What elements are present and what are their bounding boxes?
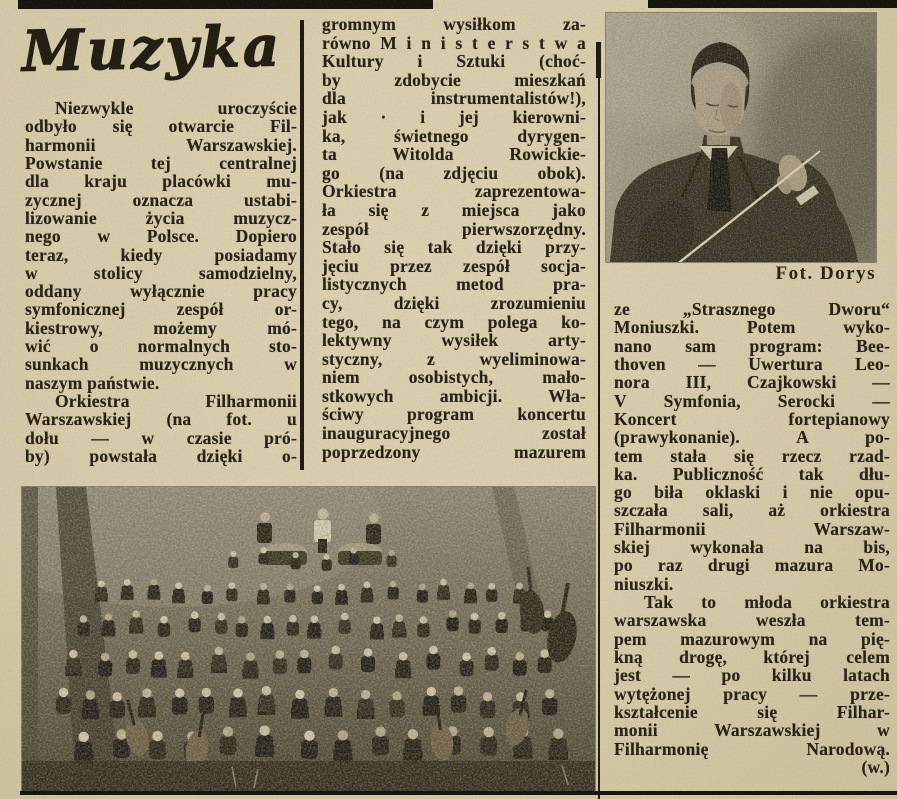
text-line: Warszawskiej (na fot. u [25,409,297,430]
text-line: sunkach muzycznych w [25,354,297,375]
text-line: ka, świetnego dyrygen- [322,125,586,146]
text-line: naszym państwie. [25,372,160,393]
text-line: jest — po kilku latach [614,665,890,686]
column-divider-2 [598,74,600,799]
text-line: Tak to młoda orkiestra [644,592,890,612]
top-edge-rule-left [18,0,433,9]
text-line: Orkiestra Filharmonii [55,391,297,411]
text-line: Filharmonii Warszaw- [614,518,890,539]
text-line: po raz drugi mazura Mo- [614,555,890,576]
text-line: ta Witolda Rowickie- [322,144,586,165]
text-line: nano sam program: Bee- [614,335,890,356]
conductor-photo-art [606,13,876,262]
bottom-edge-rule [20,791,897,795]
text-line: Powstanie tej centralnej [25,152,297,173]
text-column-1 [25,99,297,465]
text-line: Orkiestra zaprezentowa- [322,181,586,202]
text-line: Stało się tak dzięki przy- [322,237,586,258]
text-line: jak · i jej kierowni- [322,106,586,127]
text-line: Moniuszki. Potem wyko- [614,317,890,338]
text-line: tem stała się rzecz rzad- [614,445,890,466]
text-line: lizowanie życia muzycz- [25,207,297,228]
conductor-photo [606,13,876,262]
text-line: niem osobistych, mało- [322,367,586,388]
text-line: gromnym wysiłkom za- [322,14,586,34]
text-line: odbyło się otwarcie Fil- [25,116,297,137]
text-line: ka. Publiczność tak dłu- [614,463,890,484]
text-line: V Symfonia, Serocki — [614,390,890,411]
text-line: dla kraju placówki mu- [25,171,297,192]
text-line: symfonicznej zespół or- [25,299,297,320]
text-line: lektywny wysiłek arty- [322,330,586,351]
text-line: skiej wykonała na bis, [614,537,890,558]
text-line: inauguracyjnego został [322,423,586,444]
text-line: równo M i n i s t e r s t w a [322,32,586,53]
text-line: go biła oklaski i nie opu- [614,482,890,503]
text-column-3 [614,300,890,776]
text-line: teraz, kiedy posiadamy [25,244,297,265]
text-line: w stolicy samodzielny, [25,262,297,283]
text-line: wić o normalnych sto- [25,336,297,357]
text-line: ściwy program koncertu [322,404,586,425]
column-divider-1 [300,20,304,470]
text-column-2 [322,15,586,461]
text-line: jęciu przez zespół socja- [322,255,586,276]
text-line: oddany wyłącznie pracy [25,281,297,302]
text-line: Filharmonię Narodową. [614,738,890,759]
text-line: go (na zdjęciu obok). [322,162,586,183]
text-line: tego, na czym polega ko- [322,311,586,332]
text-line: ła się z miejsca jako [322,199,586,220]
column-divider-2-head [596,42,601,78]
text-line: kiestrowy, możemy mó- [25,317,297,338]
text-line: harmonii Warszawskiej. [25,134,297,155]
text-line: dla instrumentalistów!), [322,88,586,109]
text-line: warszawska weszła tem- [614,610,890,631]
text-line: zespół pierwszorzędny. [322,218,586,239]
text-line: (w.) [861,756,890,777]
text-line: nego w Polsce. Dopiero [25,226,297,247]
text-line: listycznych metod pra- [322,274,586,295]
text-line: by) powstała dzięki o- [25,445,297,466]
photo-caption: Fot. Dorys [775,263,876,284]
orchestra-photo [22,487,595,792]
article-title: Muzyka [21,13,283,85]
text-line: styczny, z wyeliminowa- [322,348,586,369]
text-line: wytężonej pracy — prze- [614,683,890,704]
orchestra-photo-art [22,487,595,792]
text-line: Niezwykle uroczyście [55,98,297,118]
text-line: dołu — w czasie pró- [25,427,297,448]
text-line: stkowych ambicji. Wła- [322,385,586,406]
text-line: kną drogę, której celem [614,646,890,667]
top-edge-rule-right [648,0,897,8]
text-line: monii Warszawskiej w [614,720,890,741]
text-line: niuszki. [614,573,674,594]
text-line: nora III, Czajkowski — [614,372,890,393]
text-line: (prawykonanie). A po- [614,427,890,448]
text-line: Koncert fortepianowy [614,408,890,429]
text-line: cy, dzięki zrozumieniu [322,292,586,313]
text-line: poprzedzony mazurem [322,441,586,462]
text-line: szczała sali, aż orkiestra [614,500,890,521]
text-line: thoven — Uwertura Leo- [614,353,890,374]
text-line: zycznej oznacza ustabi- [25,189,297,210]
text-line: by zdobycie mieszkań [322,69,586,90]
text-line: Kultury i Sztuki (choć- [322,51,586,72]
text-line: pem mazurowym na pię- [614,628,890,649]
text-line: kształcenie się Filhar- [614,701,890,722]
text-line: ze „Strasznego Dworu“ [614,299,890,319]
